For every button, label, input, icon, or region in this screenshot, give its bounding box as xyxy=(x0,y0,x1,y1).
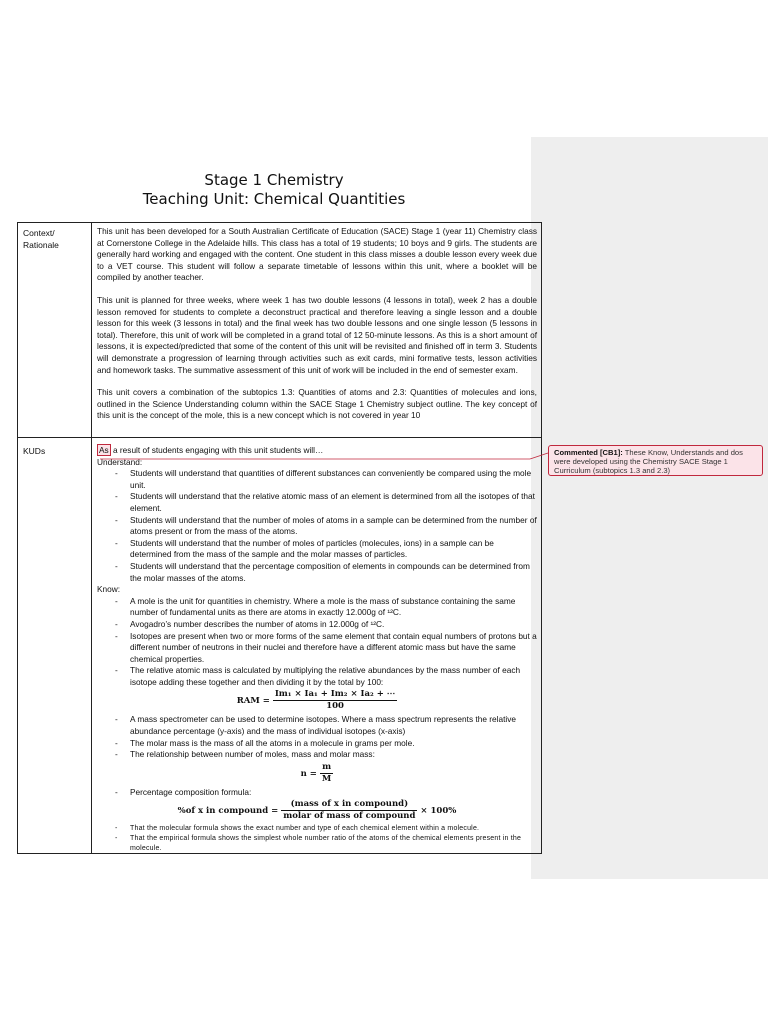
know-item: - Avogadro’s number describes the number of atoms in 12.000g of ¹²C. xyxy=(97,619,537,631)
know-item: - A mole is the unit for quantities in chemistry. Where a mole is the mass of substance containing the same number of fundamental units as there are atoms in exactly 12.000g of ¹²C. xyxy=(97,596,537,619)
comment-text: These Know, Understands and dos were developed using the Chemistry SACE Stage 1 Curriculum (subtopics 1.3 and 2.3) xyxy=(554,448,743,476)
formula-item: - That the empirical formula shows the simplest whole number ratio of the atoms of the chemical elements present in the molecule. xyxy=(97,834,537,854)
moles-formula: n = $\frac{m}{M}$ xyxy=(300,761,332,784)
context-paragraph-3: This unit covers a combination of the subtopics 1.3: Quantities of atoms and 2.3: Quantities of molecules and ions, outlined in the Science Understanding column within the SACE Stage 1 Chemistry subject outline. The key concept of this unit is the concept of the mole, this is a new concept which is not covered in year 10 xyxy=(97,387,537,421)
percent-composition-formula: %of x in compound = $\frac{\text{(mass of x in compound)}}{\text{molar of mass of compound}}$ × 100% xyxy=(177,799,457,822)
percent-composition-item: - Percentage composition formula: xyxy=(97,787,537,799)
title-line-1: Stage 1 Chemistry xyxy=(204,171,344,189)
know-item: - A mass spectrometer can be used to determine isotopes. Where a mass spectrum represents the relative abundance percentage (y-axis) and the mass of individual isotopes (x-axis) xyxy=(97,714,537,737)
comment-anchor[interactable]: As xyxy=(99,445,109,455)
understand-item: - Students will understand that quantities of different substances can conveniently be compared using the mole unit. xyxy=(97,468,537,491)
understand-item: - Students will understand that the percentage composition of elements in compounds can be determined from the molar masses of the atoms. xyxy=(97,561,537,584)
know-item: - The relative atomic mass is calculated by multiplying the relative abundances by the mass number of each isotope adding these together and then dividing it by the total by 100: xyxy=(97,665,537,688)
know-item: - Isotopes are present when two or more forms of the same element that contain equal numbers of protons but a different number of neutrons in their nuclei and therefore have a different atomic mass but have the same chemical properties. xyxy=(97,631,537,666)
kuds-intro: As a result of students engaging with this unit students will… xyxy=(99,445,324,455)
kuds-label: KUDs xyxy=(23,446,46,456)
understand-item: - Students will understand that the number of moles of particles (molecules, ions) in a sample can be determined from the mass of the sample and the molar masses of particles. xyxy=(97,538,537,561)
title-line-2: Teaching Unit: Chemical Quantities xyxy=(142,190,406,208)
understand-heading: Understand: xyxy=(97,456,143,467)
comment-author: Commented [CB1]: xyxy=(554,448,623,457)
formula-item: - That the molecular formula shows the exact number and type of each chemical element within a molecule. xyxy=(97,824,537,834)
know-item: - The relationship between number of moles, mass and molar mass: xyxy=(97,749,537,761)
comment-balloon[interactable] xyxy=(548,445,763,476)
understand-item: - Students will understand that the number of moles of atoms in a sample can be determined from the number of atoms present or from the mass of the atoms. xyxy=(97,515,537,538)
context-rationale-label: Context/ Rationale xyxy=(23,228,59,250)
context-paragraph-1: This unit has been developed for a South Australian Certificate of Education (SACE) Stage 1 (year 11) Chemistry class at Cornerstone College in the Adelaide hills. This class has a total of 19 students; 10 boys and 9 girls. The students are generally hard working and engaged with the content. One student in this class misses a double lesson every week due to a VET course. This student will follow a separate timetable of lessons within this unit, where a booklet will be compiled by another teacher. xyxy=(97,226,537,283)
know-item: - The molar mass is the mass of all the atoms in a molecule in grams per mole. xyxy=(97,738,537,750)
ram-formula: RAM = $\frac{\text{Im₁ × Ia₁ + Im₂ × Ia₂ + ⋯}}{100}$ xyxy=(236,689,396,712)
context-paragraph-2: This unit is planned for three weeks, where week 1 has two double lessons (4 lessons in total), week 2 has a double lesson removed for students to complete a deconstruct practical and therefore leaving a single lesson and a double lesson for this week (3 lessons in total) and the final week has two double lessons and one single lesson (5 lessons in total). Therefore, this unit of work will be completed in a grand total of 12 50-minute lessons. As this is a short amount of lessons, it is expected/predicted that some of the content of this unit will be revisited and finished off in term 3. Students will demonstrate a progression of learning through activities such as exit cards, mini formative tests, lesson activities and homework tasks. The summative assessment of this unit of work will be included in the end of semester exam. xyxy=(97,294,537,375)
understand-item: - Students will understand that the relative atomic mass of an element is determined from all the isotopes of that element. xyxy=(97,491,537,514)
know-heading: Know: xyxy=(97,584,121,595)
